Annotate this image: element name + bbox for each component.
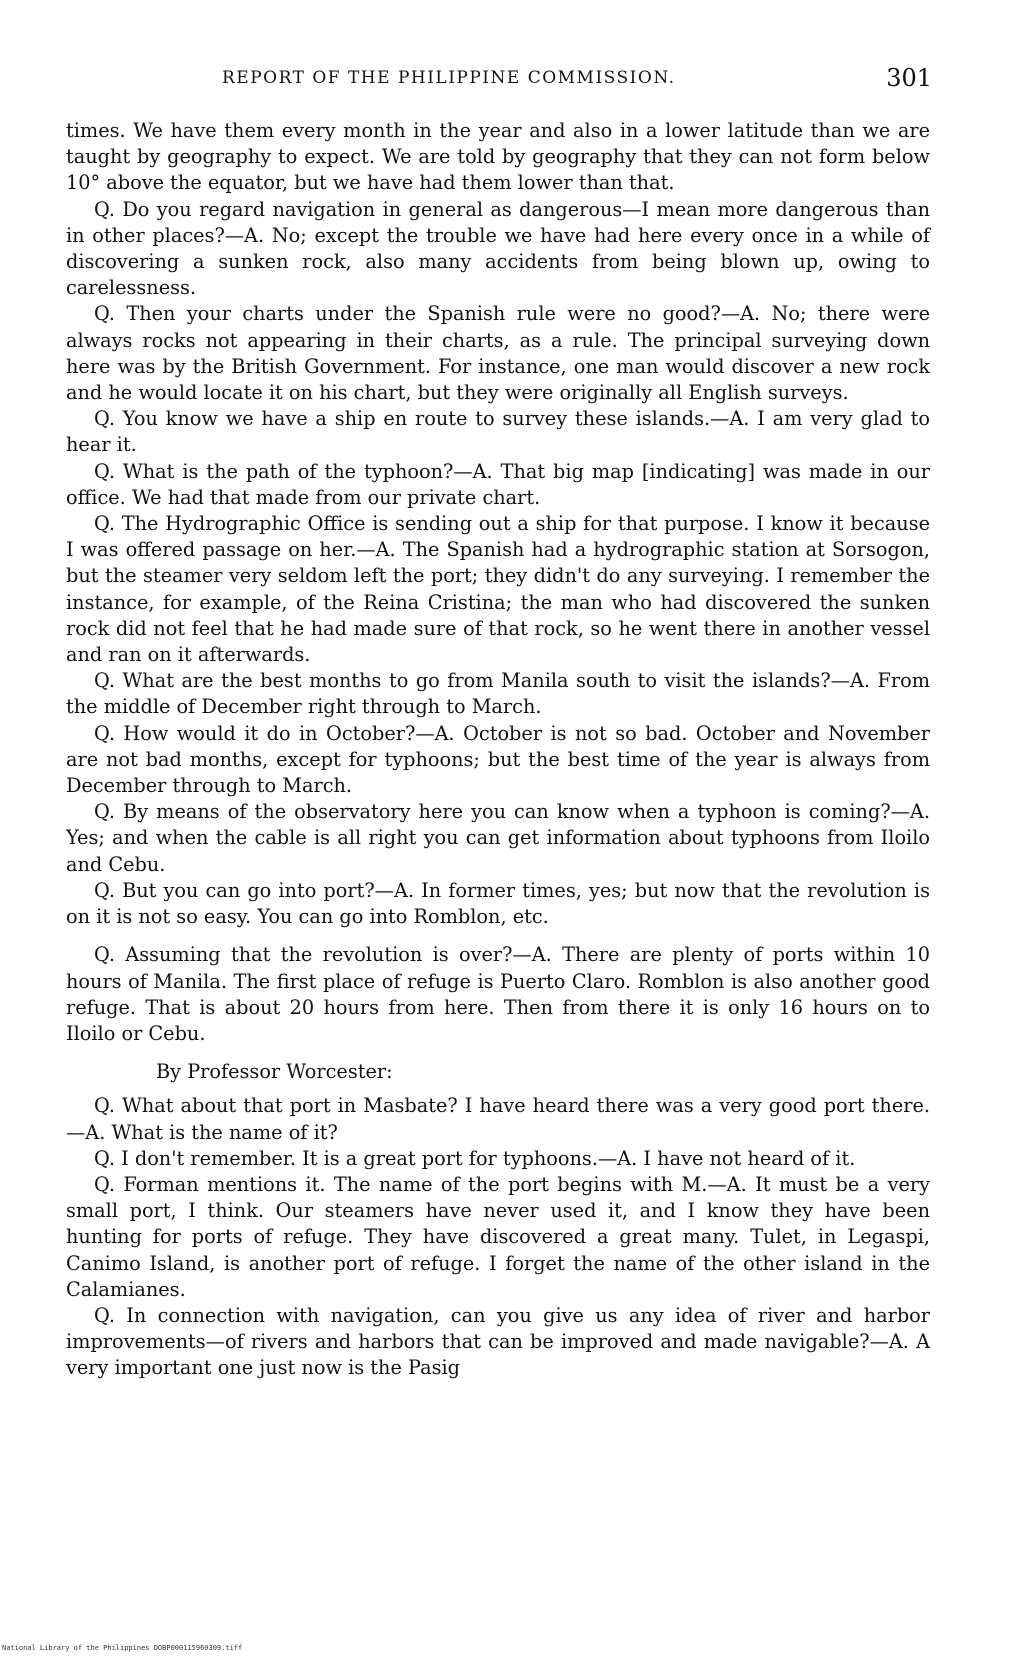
section-subheading: By Professor Worcester: xyxy=(156,1060,393,1084)
running-head: REPORT OF THE PHILIPPINE COMMISSION. xyxy=(222,68,676,88)
paragraph: Q. How would it do in October?—A. October is not so bad. October and November are not bad months, except for typhoons; but the best time of the year is always from December through to March. xyxy=(66,721,930,798)
paragraph: Q. What about that port in Masbate? I have heard there was a very good port there.—A. What is the name of it? xyxy=(66,1094,930,1144)
paragraph: Q. Assuming that the revolution is over?—A. There are plenty of ports within 10 hours of Manila. The first place of refuge is Puerto Claro. Romblon is also another good refuge. That is about 20 hours from here. Then from there it is only 16 hours on to Iloilo or Cebu. xyxy=(66,943,930,1045)
scan-footer: National Library of the Philippines DOBP000115960309.tiff xyxy=(2,1644,243,1652)
paragraph: Q. I don't remember. It is a great port for typhoons.—A. I have not heard of it. xyxy=(94,1146,856,1170)
paragraph: Q. Do you regard navigation in general as dangerous—I mean more dangerous than in other places?—A. No; except the trouble we have had here every once in a while of discovering a sunken rock, also many accidents from being blown up, owing to carelessness. xyxy=(66,197,930,300)
page-header xyxy=(222,64,932,94)
paragraph: Q. Forman mentions it. The name of the port begins with M.—A. It must be a very small port, I think. Our steamers have never used it, and I know they have been hunting for ports of refuge. They have discovered a great many. Tulet, in Legaspi, Canimo Island, is another port of refuge. I forget the name of the other island in the Calamianes. xyxy=(66,1172,930,1301)
paragraph: Q. The Hydrographic Office is sending out a ship for that purpose. I know it because I was offered passage on her.—A. The Spanish had a hydrographic station at Sorsogon, but the steamer very seldom left the port; they didn't do any surveying. I remember the instance, for example, of the Reina Cristina; the man who had discovered the sunken rock did not feel that he had made sure of that rock, so he went there in another vessel and ran on it afterwards. xyxy=(66,512,930,667)
paragraph: Q. But you can go into port?—A. In former times, yes; but now that the revolution is on it is not so easy. You can go into Romblon, etc. xyxy=(66,878,930,929)
paragraph: Q. You know we have a ship en route to survey these islands.—A. I am very glad to hear it. xyxy=(66,407,930,457)
paragraph: Q. In connection with navigation, can you give us any idea of river and harbor improvements—of rivers and harbors that can be improved and made navigable?—A. A very important one just now is the Pasig xyxy=(66,1303,930,1380)
paragraph: times. We have them every month in the year and also in a lower latitude than we are taught by geography to expect. We are told by geography that they can not form below 10° above the equator, but we have had them lower than that. xyxy=(66,119,930,195)
paragraph: Q. By means of the observatory here you can know when a typhoon is coming?—A. Yes; and when the cable is all right you can get information about typhoons from Iloilo and Cebu. xyxy=(66,800,930,876)
paragraph: Q. What are the best months to go from Manila south to visit the islands?—A. From the middle of December right through to March. xyxy=(66,669,930,719)
body-text xyxy=(66,118,930,1382)
paragraph: Q. Then your charts under the Spanish rule were no good?—A. No; there were always rocks not appearing in their charts, as a rule. The principal surveying down here was by the British Government. For instance, one man would discover a new rock and he would locate it on his chart, but they were originally all English surveys. xyxy=(66,302,930,405)
paragraph: Q. What is the path of the typhoon?—A. That big map [indicating] was made in our office. We had that made from our private chart. xyxy=(66,459,930,509)
page-number: 301 xyxy=(886,64,932,92)
